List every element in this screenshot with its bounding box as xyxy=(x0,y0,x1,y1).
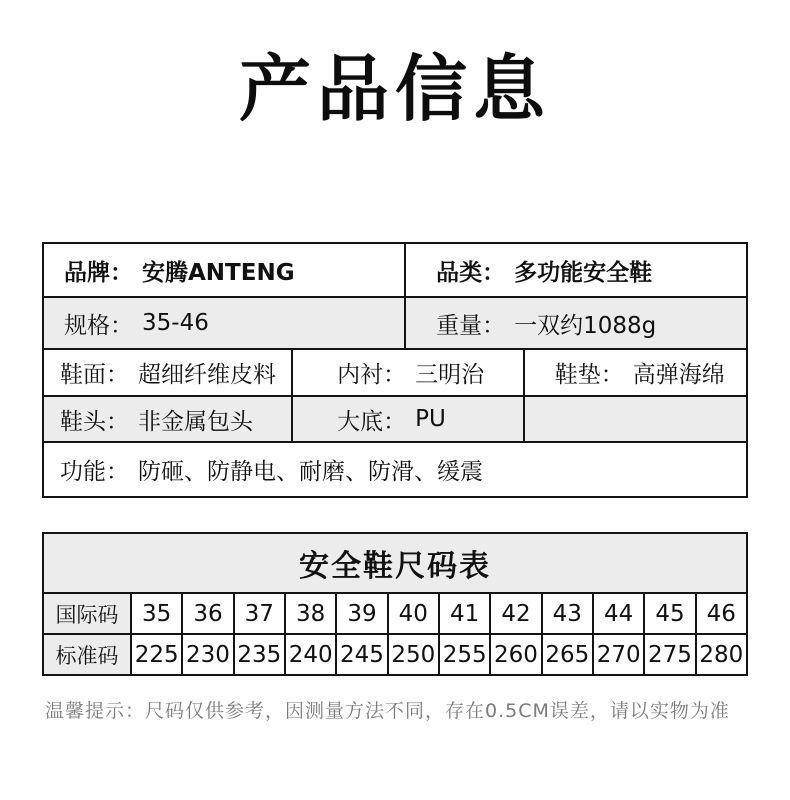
size-intl-6: 41 xyxy=(438,594,489,633)
spec-value-weight: 一双约1088g xyxy=(514,312,657,339)
spec-cell-outsole xyxy=(291,397,523,441)
size-std-0: 225 xyxy=(130,635,181,674)
page-title: 产品信息 xyxy=(238,47,551,131)
size-table-title: 安全鞋尺码表 xyxy=(44,534,746,592)
spec-cell-functions xyxy=(44,443,746,496)
size-row-label-standard: 标准码 xyxy=(44,635,130,674)
spec-label-upper: 鞋面： xyxy=(60,362,129,389)
size-row-label-international: 国际码 xyxy=(44,594,130,633)
size-std-7: 260 xyxy=(489,635,540,674)
spec-label-size-range: 规格： xyxy=(64,312,133,339)
size-intl-9: 44 xyxy=(592,594,643,633)
size-std-4: 245 xyxy=(335,635,386,674)
spec-cell-size-range xyxy=(44,298,404,348)
size-intl-11: 46 xyxy=(695,594,746,633)
spec-row-upper-lining-insole xyxy=(44,348,746,395)
spec-value-functions: 防砸、防静电、耐磨、防滑、缓震 xyxy=(138,459,483,486)
size-std-8: 265 xyxy=(541,635,592,674)
spec-cell-upper xyxy=(44,350,291,395)
size-intl-10: 45 xyxy=(643,594,694,633)
size-std-1: 230 xyxy=(181,635,232,674)
size-note: 温馨提示：尺码仅供参考，因测量方法不同，存在0.5CM误差，请以实物为准 xyxy=(45,700,730,723)
spec-cell-category xyxy=(404,244,746,296)
size-std-6: 255 xyxy=(438,635,489,674)
spec-cell-empty xyxy=(523,397,746,441)
spec-table xyxy=(42,242,748,498)
spec-value-insole: 高弹海绵 xyxy=(632,362,725,389)
spec-value-brand: 安腾ANTENG xyxy=(142,259,295,286)
spec-label-insole: 鞋垫： xyxy=(554,362,624,389)
spec-cell-weight xyxy=(404,298,746,348)
size-intl-5: 40 xyxy=(387,594,438,633)
spec-cell-toe xyxy=(44,397,291,441)
size-std-3: 240 xyxy=(284,635,335,674)
size-std-2: 235 xyxy=(233,635,284,674)
size-intl-7: 42 xyxy=(489,594,540,633)
spec-row-brand-category xyxy=(44,244,746,296)
spec-label-outsole: 大底： xyxy=(337,408,407,435)
spec-row-toe-outsole xyxy=(44,395,746,441)
spec-row-spec-weight xyxy=(44,296,746,348)
spec-value-size-range: 35-46 xyxy=(142,310,209,337)
spec-value-lining: 三明治 xyxy=(415,362,485,389)
spec-row-functions xyxy=(44,441,746,496)
spec-label-functions: 功能： xyxy=(60,459,129,486)
size-intl-4: 39 xyxy=(335,594,386,633)
size-intl-8: 43 xyxy=(541,594,592,633)
spec-label-lining: 内衬： xyxy=(337,362,407,389)
spec-cell-brand xyxy=(44,244,404,296)
size-row-standard xyxy=(44,633,746,674)
spec-value-category: 多功能安全鞋 xyxy=(514,259,653,286)
size-intl-0: 35 xyxy=(130,594,181,633)
spec-value-upper: 超细纤维皮料 xyxy=(138,362,276,389)
size-std-5: 250 xyxy=(387,635,438,674)
spec-label-brand: 品牌： xyxy=(64,259,133,286)
size-intl-3: 38 xyxy=(284,594,335,633)
size-std-10: 275 xyxy=(643,635,694,674)
size-intl-2: 37 xyxy=(233,594,284,633)
spec-label-category: 品类： xyxy=(436,259,506,286)
spec-value-outsole: PU xyxy=(415,406,446,433)
spec-cell-insole xyxy=(523,350,746,395)
size-intl-1: 36 xyxy=(181,594,232,633)
spec-value-toe: 非金属包头 xyxy=(138,408,253,435)
spec-label-toe: 鞋头： xyxy=(60,408,129,435)
spec-label-weight: 重量： xyxy=(436,312,506,339)
size-std-9: 270 xyxy=(592,635,643,674)
spec-cell-lining xyxy=(291,350,523,395)
size-row-international xyxy=(44,592,746,633)
size-table xyxy=(42,532,748,676)
size-std-11: 280 xyxy=(695,635,746,674)
